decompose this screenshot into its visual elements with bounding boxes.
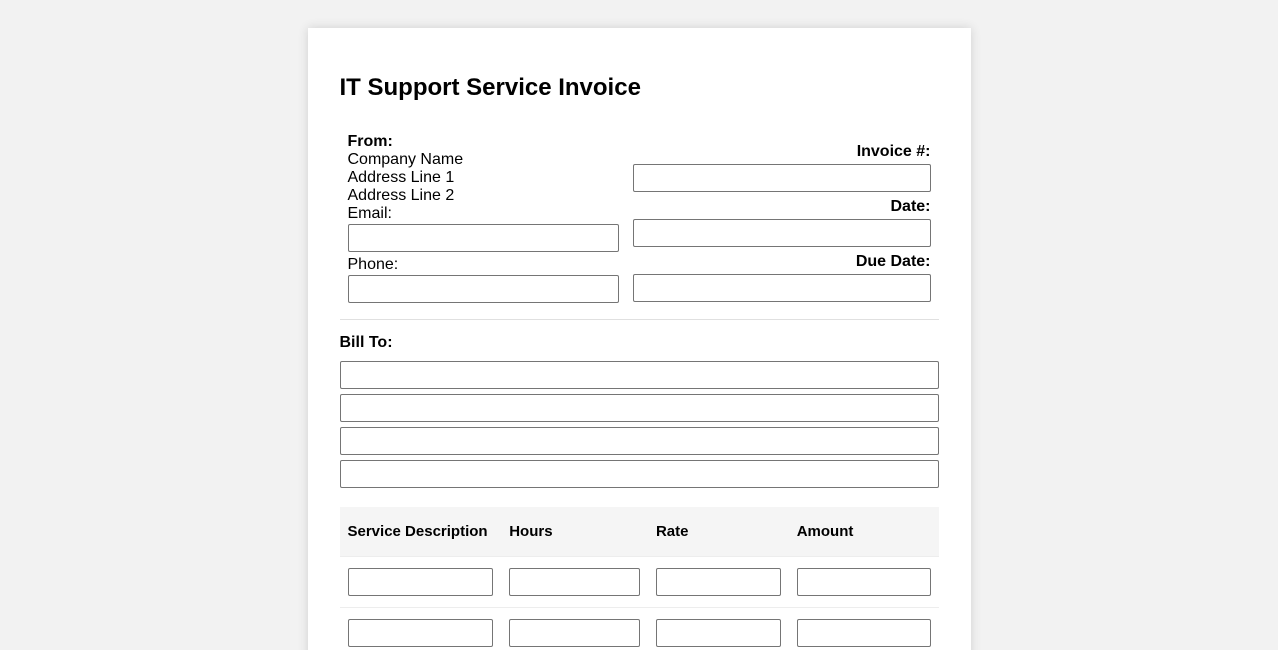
invoice-card (308, 28, 971, 650)
bill-to-line2-field[interactable] (340, 394, 939, 422)
row1-rate-field[interactable] (656, 568, 781, 596)
row2-rate-field[interactable] (656, 619, 781, 647)
from-address-line2: Address Line 2 (347, 186, 455, 204)
table-row (340, 608, 939, 650)
row1-amount-field[interactable] (797, 568, 931, 596)
header-rate: Rate (648, 507, 789, 557)
from-section (340, 133, 627, 307)
service-items-table (340, 507, 939, 650)
header-hours: Hours (501, 507, 648, 557)
header-service-description: Service Description (340, 507, 502, 557)
phone-field[interactable] (348, 275, 619, 303)
row2-hours-field[interactable] (509, 619, 640, 647)
page-title: IT Support Service Invoice (339, 74, 641, 101)
bill-to-label: Bill To: (339, 333, 393, 351)
invoice-top-section (340, 133, 939, 307)
date-field[interactable] (633, 219, 931, 247)
row1-service-description-field[interactable] (348, 568, 494, 596)
date-label: Date: (890, 197, 931, 215)
due-date-field[interactable] (633, 274, 931, 302)
bill-to-line4-field[interactable] (340, 460, 939, 488)
invoice-number-field[interactable] (633, 164, 931, 192)
from-label: From: (347, 132, 393, 150)
bill-to-line1-field[interactable] (340, 361, 939, 389)
from-company-name: Company Name (347, 150, 464, 168)
due-date-label: Due Date: (855, 252, 931, 270)
email-field[interactable] (348, 224, 619, 252)
bill-to-line3-field[interactable] (340, 427, 939, 455)
row1-hours-field[interactable] (509, 568, 640, 596)
table-header-row (340, 507, 939, 557)
header-amount: Amount (789, 507, 939, 557)
invoice-number-label: Invoice #: (856, 142, 931, 160)
email-label: Email: (347, 204, 392, 222)
phone-label: Phone: (347, 255, 399, 273)
bill-to-section (340, 334, 939, 488)
invoice-meta-section (633, 133, 939, 302)
table-row (340, 557, 939, 608)
row2-amount-field[interactable] (797, 619, 931, 647)
row2-service-description-field[interactable] (348, 619, 494, 647)
section-divider (340, 319, 939, 320)
from-address-line1: Address Line 1 (347, 168, 455, 186)
